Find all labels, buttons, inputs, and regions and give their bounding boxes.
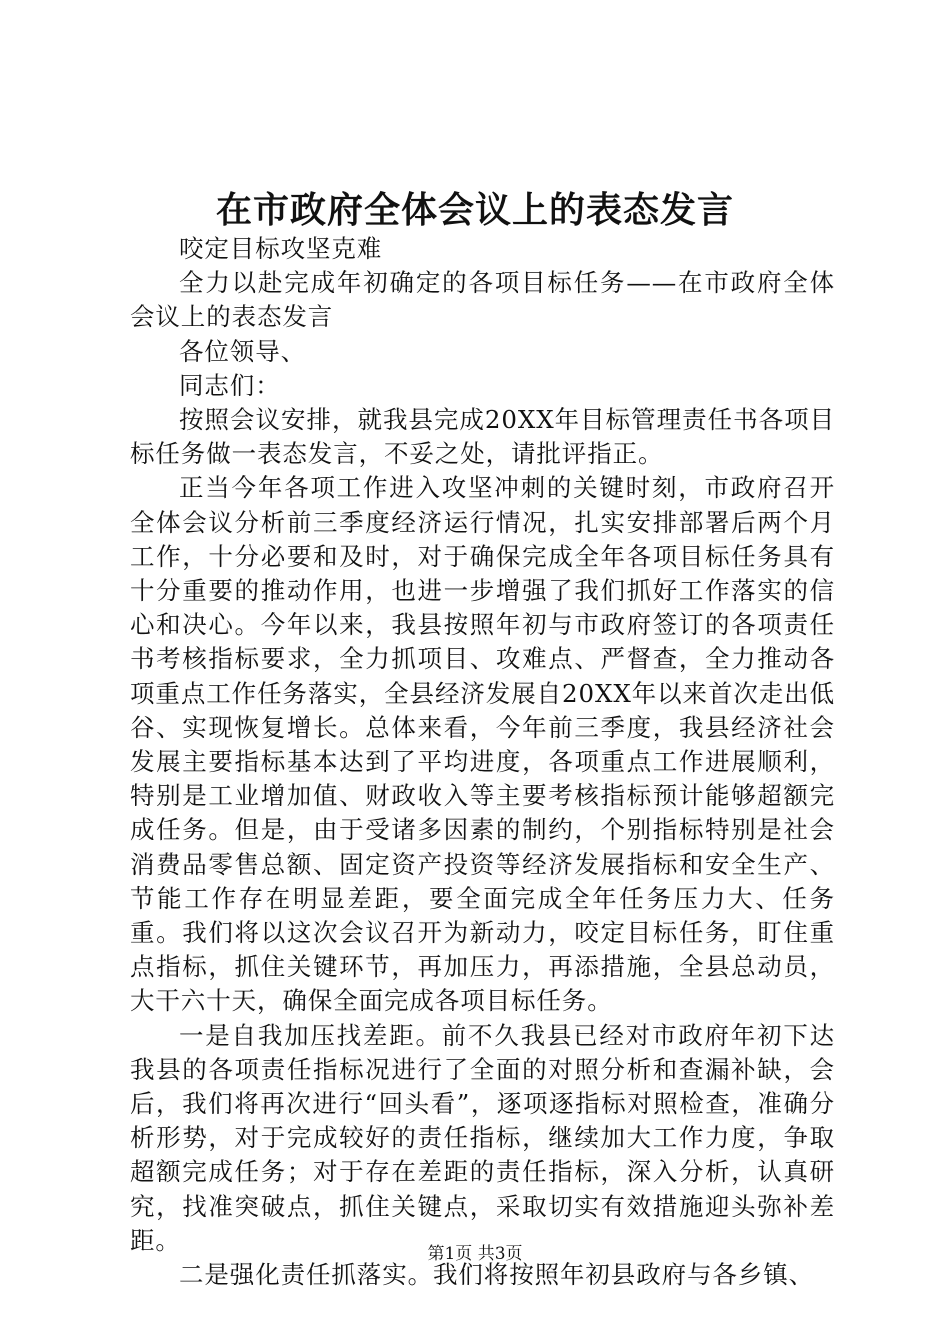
document-title: 在市政府全体会议上的表态发言 (215, 189, 734, 231)
page-footer: 第1页 共3页 (427, 1244, 523, 1264)
paragraph-salutation-1: 各位领导、 (179, 336, 306, 366)
paragraph-subtitle: 咬定目标攻坚克难 (179, 234, 383, 263)
paragraph-point-1: 一是自我加压找差距。前不久我县已经对市政府年初下达我县的各项责任指标况进行了全面的对照分析和查漏补缺，会后，我们将再次进行“回头看”，逐项逐指标对照检查，准确分析形势，对于完成较好的责任指标，继续加大工作力度，争取超额完成任务；对于存在差距的责任指标，深入分析，认真研究，找准突破点，抓住关键点，采取切实有效措施迎头弥补差距。 (130, 1020, 835, 1255)
paragraph-heading: 全力以赴完成年初确定的各项目标任务——在市政府全体会议上的表态发言 (130, 268, 835, 332)
paragraph-salutation-2: 同志们： (179, 370, 281, 400)
document-body (130, 232, 835, 1292)
paragraph-point-2: 二是强化责任抓落实。我们将按照年初县政府与各乡镇、 (179, 1260, 814, 1290)
paragraph-main: 正当今年各项工作进入攻坚冲刺的关键时刻，市政府召开全体会议分析前三季度经济运行情况，扎实安排部署后两个月工作，十分必要和及时，对于确保完成全年各项目标任务具有十分重要的推动作用，也进一步增强了我们抓好工作落实的信心和决心。今年以来，我县按照年初与市政府签订的各项责任书考核指标要求，全力抓项目、攻难点、严督查，全力推动各项重点工作任务落实，全县经济发展自20XX年以来首次走出低谷、实现恢复增长。总体来看，今年前三季度，我县经济社会发展主要指标基本达到了平均进度，各项重点工作进展顺利，特别是工业增加值、财政收入等主要考核指标预计能够超额完成任务。但是，由于受诸多因素的制约，个别指标特别是社会消费品零售总额、固定资产投资等经济发展指标和安全生产、节能工作存在明显差距，要全面完成全年任务压力大、任务重。我们将以这次会议召开为新动力，咬定目标任务，盯住重点指标，抓住关键环节，再加压力，再添措施，全县总动员，大干六十天，确保全面完成各项目标任务。 (130, 473, 835, 1016)
paragraph-intro: 按照会议安排，就我县完成20XX年目标管理责任书各项目标任务做一表态发言，不妥之处，请批评指正。 (130, 405, 835, 469)
